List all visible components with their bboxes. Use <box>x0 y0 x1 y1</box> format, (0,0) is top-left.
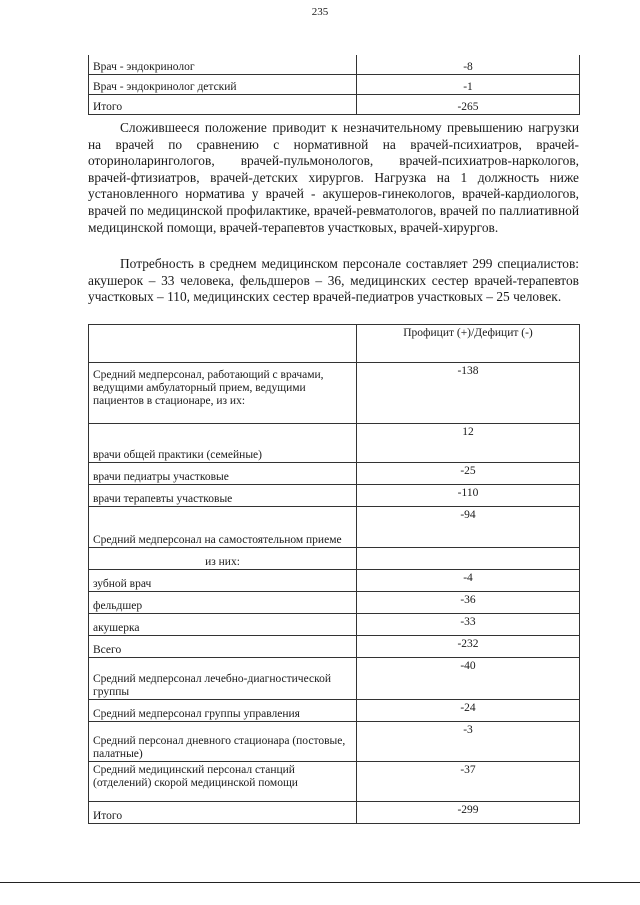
row-value: -8 <box>357 55 580 75</box>
row-value: -110 <box>357 485 580 507</box>
header-row <box>89 325 580 363</box>
row-label: Средний персонал дневного стационара (постовые, палатные) <box>89 722 357 762</box>
row-label: врачи терапевты участковые <box>89 485 357 507</box>
row-label: Средний медперсонал группы управления <box>89 700 357 722</box>
row-label: Врач - эндокринолог <box>89 55 357 75</box>
row-value: -138 <box>357 363 580 424</box>
row-label: Средний медперсонал лечебно-диагностической группы <box>89 658 357 700</box>
bottom-divider <box>0 882 640 883</box>
row-label: Средний медперсонал на самостоятельном приеме <box>89 507 357 548</box>
specialists-deficit-table <box>88 55 580 115</box>
row-value <box>357 548 580 570</box>
row-value: -265 <box>357 95 580 115</box>
row-value: -24 <box>357 700 580 722</box>
row-value: -36 <box>357 592 580 614</box>
table-row <box>89 485 580 507</box>
row-value: -33 <box>357 614 580 636</box>
row-value: 12 <box>357 424 580 463</box>
row-label: Всего <box>89 636 357 658</box>
row-value: -299 <box>357 802 580 824</box>
row-label: врачи педиатры участковые <box>89 463 357 485</box>
table-row <box>89 592 580 614</box>
row-label: врачи общей практики (семейные) <box>89 424 357 463</box>
table-row <box>89 424 580 463</box>
row-label: из них: <box>89 548 357 570</box>
row-label: Средний медицинский персонал станций (отделений) скорой медицинской помощи <box>89 762 357 802</box>
row-label: Итого <box>89 802 357 824</box>
paragraph-nursing-need: Потребность в среднем медицинском персонале составляет 299 специалистов: акушерок – 33 человека, фельдшеров – 36, медицинских сестер врачей-терапевтов участковых – 110, медицинских сестер врачей-педиатров участковых – 25 человек. <box>88 256 579 305</box>
table-row <box>89 570 580 592</box>
row-value: -232 <box>357 636 580 658</box>
table-row <box>89 802 580 824</box>
row-value: -37 <box>357 762 580 802</box>
row-value: -1 <box>357 75 580 95</box>
row-value: -40 <box>357 658 580 700</box>
row-label: Средний медперсонал, работающий с врачами, ведущими амбулаторный прием, ведущими пациентов в стационаре, из их: <box>89 363 357 424</box>
paragraph-workload: Сложившееся положение приводит к незначительному превышению нагрузки на врачей по сравнению с нормативной на врачей-психиатров, врачей-оториноларингологов, врачей-пульмонологов, врачей-психиатров-наркологов, врачей-фтизиатров, врачей-детских хирургов. Нагрузка на 1 должность ниже установленного норматива у врачей - акушеров-гинекологов, врачей-кардиологов, врачей по медицинской профилактике, врачей-ревматологов, врачей по паллиативной медицинской помощи, врачей-терапевтов участковых, врачей-хирургов. <box>88 120 579 235</box>
table-row <box>89 762 580 802</box>
row-label: Итого <box>89 95 357 115</box>
table-row <box>89 636 580 658</box>
table-row <box>89 463 580 485</box>
table-row <box>89 75 580 95</box>
row-label: акушерка <box>89 614 357 636</box>
table-row <box>89 722 580 762</box>
row-value: -3 <box>357 722 580 762</box>
header-surplus-deficit: Профицит (+)/Дефицит (-) <box>357 325 580 363</box>
row-label: зубной врач <box>89 570 357 592</box>
table-row <box>89 55 580 75</box>
table-row <box>89 363 580 424</box>
table-row <box>89 658 580 700</box>
header-empty-cell <box>89 325 357 363</box>
table-row <box>89 95 580 115</box>
row-value: -25 <box>357 463 580 485</box>
table-row <box>89 614 580 636</box>
row-label: фельдшер <box>89 592 357 614</box>
row-value: -4 <box>357 570 580 592</box>
row-value: -94 <box>357 507 580 548</box>
nursing-staff-table <box>88 324 580 824</box>
table-row <box>89 548 580 570</box>
page-number: 235 <box>311 6 329 18</box>
table-row <box>89 700 580 722</box>
row-label: Врач - эндокринолог детский <box>89 75 357 95</box>
table-row <box>89 507 580 548</box>
